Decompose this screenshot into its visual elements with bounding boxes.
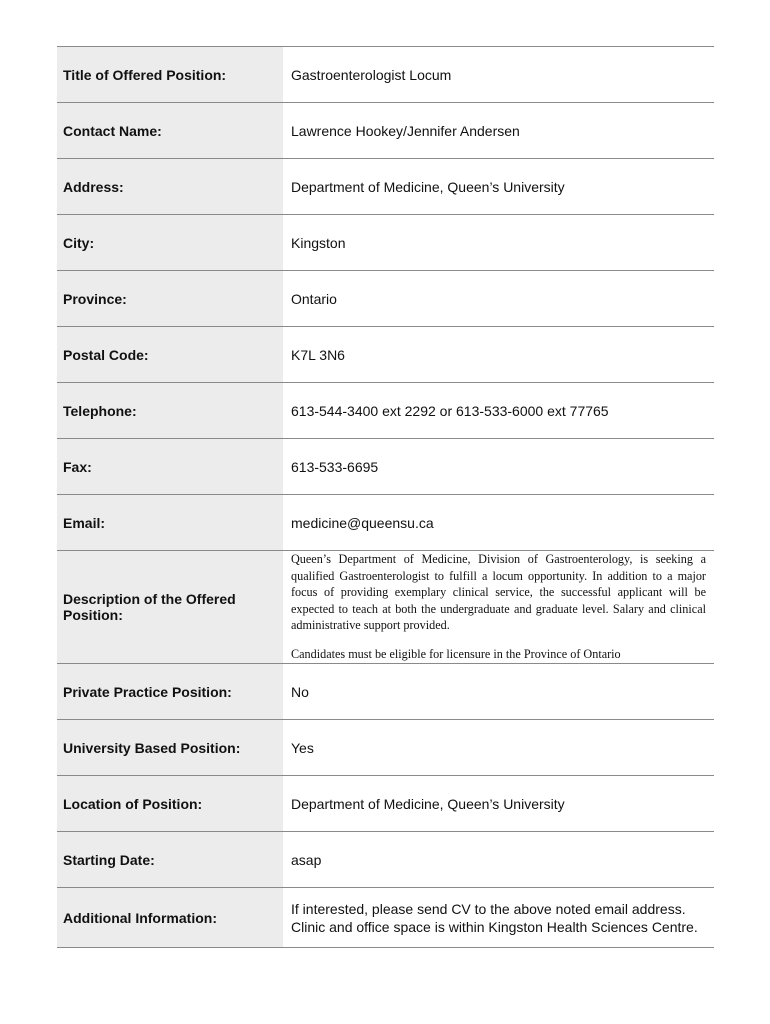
row-location	[57, 776, 714, 832]
label-starting-date: Starting Date:	[57, 832, 283, 888]
value-additional-info: If interested, please send CV to the above noted email address. Clinic and office space is within Kingston Health Sciences Centre.	[291, 900, 698, 935]
position-form-table	[57, 46, 714, 948]
label-private-practice: Private Practice Position:	[57, 664, 283, 720]
row-postal-code	[57, 327, 714, 383]
row-description	[57, 551, 714, 664]
value-email: medicine@queensu.ca	[291, 514, 434, 531]
value-starting-date: asap	[291, 851, 322, 868]
row-city	[57, 215, 714, 271]
label-email: Email:	[57, 495, 283, 551]
label-postal-code: Postal Code:	[57, 327, 283, 383]
label-telephone: Telephone:	[57, 383, 283, 439]
value-province: Ontario	[291, 290, 337, 307]
label-location: Location of Position:	[57, 776, 283, 832]
value-fax: 613-533-6695	[291, 458, 379, 475]
label-province: Province:	[57, 271, 283, 327]
row-contact	[57, 103, 714, 159]
licensure-note: Candidates must be eligible for licensure in the Province of Ontario	[291, 646, 621, 661]
value-contact: Lawrence Hookey/Jennifer Andersen	[291, 122, 520, 139]
row-university-based	[57, 720, 714, 776]
label-university-based: University Based Position:	[57, 720, 283, 776]
row-starting-date	[57, 832, 714, 888]
label-title: Title of Offered Position:	[57, 47, 283, 103]
row-additional-info	[57, 888, 714, 948]
value-title: Gastroenterologist Locum	[291, 66, 452, 83]
value-city: Kingston	[291, 234, 346, 251]
label-fax: Fax:	[57, 439, 283, 495]
row-title	[57, 47, 714, 103]
label-description: Description of the Offered Position:	[57, 551, 283, 664]
value-telephone: 613-544-3400 ext 2292 or 613-533-6000 ext 77765	[291, 402, 609, 419]
label-contact: Contact Name:	[57, 103, 283, 159]
row-province	[57, 271, 714, 327]
value-description	[283, 551, 714, 664]
value-private-practice: No	[291, 683, 309, 700]
description-paragraph: Queen’s Department of Medicine, Division of Gastroenterology, is seeking a qualified Gastroenterologist to fulfill a locum opportunity. In addition to a major focus of providing exemplary clinical service, the successful applicant will be expected to teach at both the undergraduate and graduate level. Salary and clinical administrative support provided.	[291, 552, 706, 632]
row-email	[57, 495, 714, 551]
label-address: Address:	[57, 159, 283, 215]
value-postal-code: K7L 3N6	[291, 346, 345, 363]
value-university-based: Yes	[291, 739, 314, 756]
row-fax	[57, 439, 714, 495]
label-additional-info: Additional Information:	[57, 888, 283, 948]
row-telephone	[57, 383, 714, 439]
row-address	[57, 159, 714, 215]
value-location: Department of Medicine, Queen’s University	[291, 795, 565, 812]
value-address: Department of Medicine, Queen’s University	[291, 178, 565, 195]
label-city: City:	[57, 215, 283, 271]
row-private-practice	[57, 664, 714, 720]
